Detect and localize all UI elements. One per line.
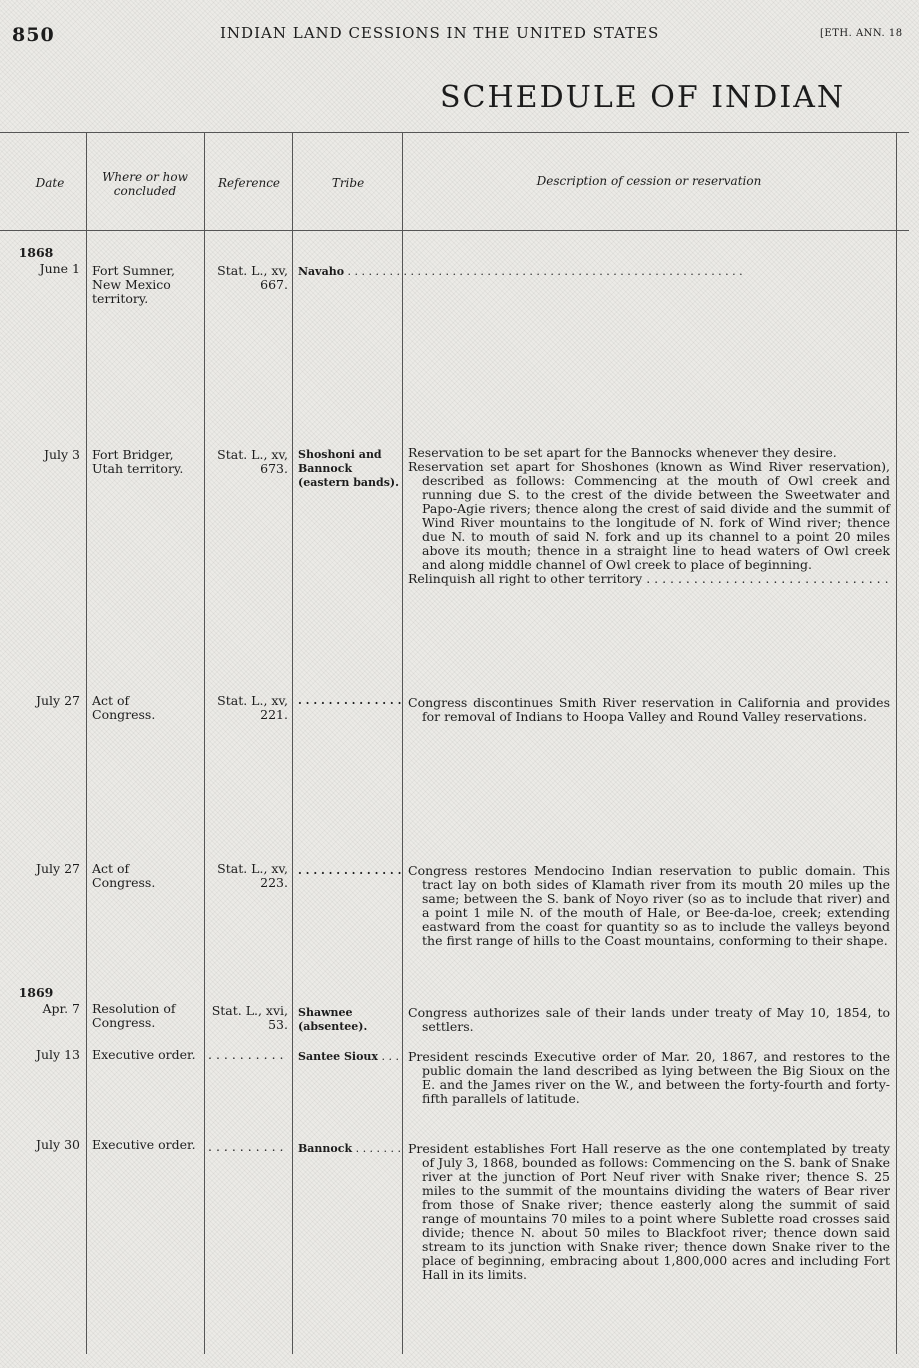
dot-leader	[344, 265, 743, 278]
entry-reference: Stat. L., xv, 221.	[217, 693, 288, 722]
column-rule	[402, 132, 403, 1354]
entry-date: July 27	[35, 861, 80, 876]
column-header-where: Where or how concluded	[102, 170, 188, 198]
entry-reference: Stat. L., xv, 673.	[217, 447, 288, 476]
dot-leader	[298, 694, 402, 707]
entry-where: Fort Bridger, Utah territory.	[92, 447, 184, 476]
entry-date: July 13	[35, 1047, 80, 1062]
column-rule	[86, 132, 87, 1354]
annual-reference: [ETH. ANN. 18	[820, 28, 903, 39]
dot-leader	[208, 1140, 288, 1154]
entry-description	[408, 864, 890, 948]
entry-tribe: Shoshoni and Bannock (eastern bands).	[298, 448, 399, 489]
entry-reference: Stat. L., xv, 667.	[217, 263, 288, 292]
dot-leader	[642, 572, 890, 586]
description-paragraph: President establishes Fort Hall reserve as the one contemplated by treaty of July 3, 1868, bounded as follows: Commencing on the S. bank of Snake river at the junction of Port Neuf river with Snake river; thence S. 25 miles to the summit of the mountains dividing the waters of Bear river from those of Snake river; thence easterly along the summit of said range of mountains 70 miles to a point where Sublette road crosses said divide; thence N. about 50 miles to Blackfoot river; thence down said stream to its junction with Snake river; thence down Snake river to the place of beginning, embracing about 1,800,000 acres and including Fort Hall in its limits.	[408, 1141, 890, 1282]
entry-tribe-name: Navaho	[298, 265, 345, 278]
entry-tribe: Shawnee (absentee).	[298, 1006, 368, 1033]
entry-where: Resolution of Congress.	[92, 1001, 176, 1030]
table-header-rule	[0, 230, 909, 231]
entry-description	[408, 696, 890, 724]
entry-date: July 30	[35, 1137, 80, 1152]
description-paragraph: Reservation to be set apart for the Bannocks whenever they desire.	[408, 445, 837, 460]
entry-where: Act of Congress.	[92, 693, 156, 722]
description-paragraph: Congress authorizes sale of their lands under treaty of May 10, 1854, to settlers.	[408, 1005, 890, 1034]
entry-date: June 1	[39, 261, 80, 276]
description-paragraph: Reservation set apart for Shoshones (known as Wind River reservation), described as follows: Commencing at the mouth of Owl creek and running due S. to the crest of the divide between the Sweetwater and Papo-Agie rivers; thence along the crest of said divide and the summit of Wind River mountains to the longitude of N. fork of Wind river; thence due N. to mouth of said N. fork and up its channel to a point 20 miles above its mouth; thence in a straight line to head waters of Owl creek and along middle channel of Owl creek to place of beginning.	[408, 459, 890, 572]
year-marker: 1869	[18, 985, 54, 1000]
entry-date: July 27	[35, 693, 80, 708]
page-number: 850	[12, 24, 55, 46]
entry-tribe	[298, 265, 888, 279]
dot-leader	[378, 1050, 402, 1063]
entry-where: Act of Congress.	[92, 861, 156, 890]
schedule-title: SCHEDULE OF INDIAN	[440, 80, 846, 115]
column-rule	[204, 132, 205, 1354]
entry-reference-blank	[208, 1140, 288, 1154]
dot-leader	[298, 864, 402, 877]
entry-where: Executive order.	[92, 1047, 196, 1062]
column-header-date: Date	[35, 176, 65, 190]
entry-tribe	[298, 1142, 402, 1156]
description-paragraph: Congress restores Mendocino Indian reservation to public domain. This tract lay on both sides of Klamath river from its mouth 20 miles up the same; between the S. bank of Noyo river (so as to include that river) and a point 1 mile N. of the mouth of Hale, or Bee-da-loe, creek; extending eastward from the coast for quantity so as to include the valleys beyond the first range of hills to the Coast mountains, conforming to their shape.	[408, 863, 890, 948]
table-top-rule	[0, 132, 909, 133]
description-paragraph	[408, 572, 890, 586]
entry-description	[408, 446, 890, 586]
entry-where: Fort Sumner, New Mexico territory.	[92, 263, 175, 306]
year-marker: 1868	[18, 245, 54, 260]
entry-where: Executive order.	[92, 1137, 196, 1152]
description-text: Relinquish all right to other territory	[408, 572, 643, 586]
running-title: INDIAN LAND CESSIONS IN THE UNITED STATES	[220, 24, 660, 42]
entry-reference-blank	[208, 1048, 288, 1062]
column-header-tribe: Tribe	[331, 176, 365, 190]
entry-date: July 3	[43, 447, 80, 462]
description-paragraph: President rescinds Executive order of Mar. 20, 1867, and restores to the public domain the land described as lying between the Big Sioux on the E. and the James river on the W., and between the forty-fourth and forty-fifth parallels of latitude.	[408, 1049, 890, 1106]
entry-tribe	[298, 1050, 402, 1064]
entry-tribe-blank	[298, 694, 402, 708]
entry-tribe-blank	[298, 864, 402, 878]
entry-reference: Stat. L., xvi, 53.	[211, 1003, 288, 1032]
entry-description	[408, 1142, 890, 1282]
dot-leader	[208, 1048, 288, 1062]
column-header-description: Description of cession or reservation	[536, 174, 762, 188]
entry-reference: Stat. L., xv, 223.	[217, 861, 288, 890]
dot-leader	[352, 1142, 402, 1155]
column-rule	[896, 132, 897, 1354]
description-paragraph: Congress discontinues Smith River reservation in California and provides for removal of Indians to Hoopa Valley and Round Valley reservations.	[408, 695, 890, 724]
entry-date: Apr. 7	[42, 1001, 80, 1016]
entry-description	[408, 1006, 890, 1034]
entry-tribe-name: Bannock	[298, 1142, 353, 1155]
column-rule	[292, 132, 293, 1354]
entry-description	[408, 1050, 890, 1106]
entry-tribe-name: Santee Sioux	[298, 1050, 378, 1063]
column-header-reference: Reference	[217, 176, 281, 190]
